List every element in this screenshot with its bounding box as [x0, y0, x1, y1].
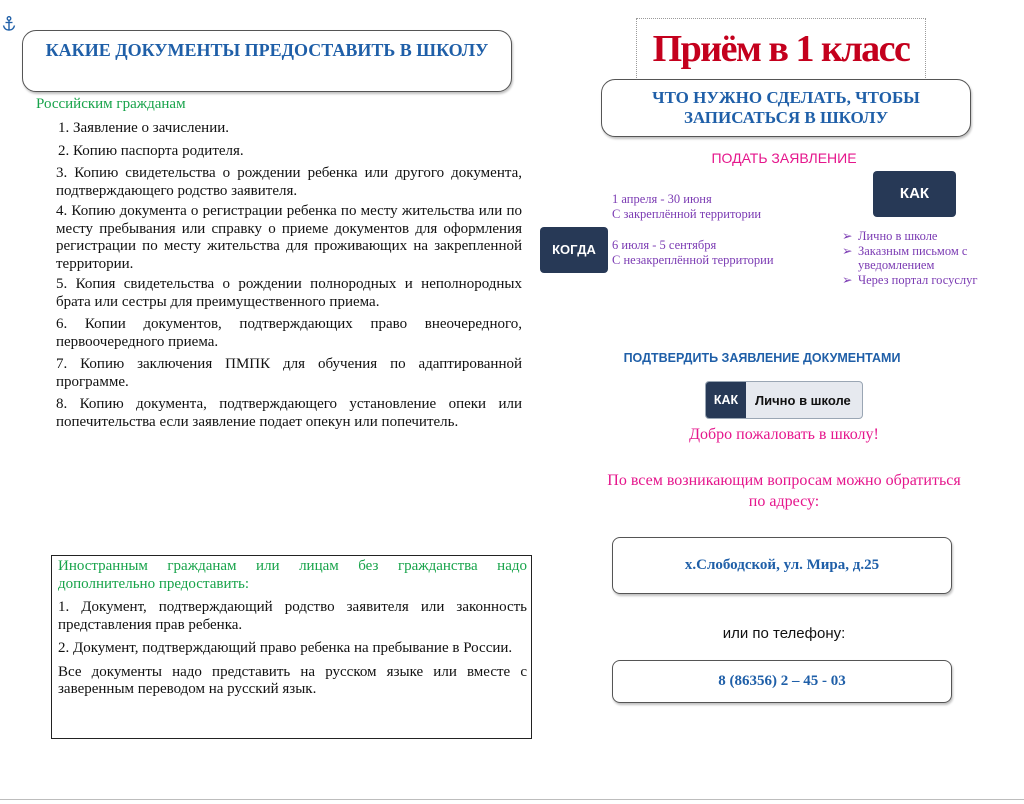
list-item: 8. Копию документа, подтверждающего установление опеки или попечительства если заявление подает опекун или попечитель.: [56, 396, 522, 430]
period-fixed: [612, 192, 852, 222]
list-item: 6. Копии документов, подтверждающих право внеочередного, первоочередного приема.: [56, 316, 522, 350]
list-item: 2. Документ, подтверждающий право ребенка на пребывание в России.: [58, 640, 513, 656]
period-other: [612, 238, 852, 268]
page-divider: [0, 799, 1024, 800]
list-item: 7. Копию заключения ПМПК для обучения по адаптированной программе.: [56, 356, 522, 390]
list-item: 5. Копия свидетельства о рождении полнородных и неполнородных брата или сестры для преимущественного приема.: [56, 276, 522, 310]
russian-citizens-subheading: Российским гражданам: [36, 96, 186, 112]
how-badge: КАК: [706, 382, 746, 418]
submit-application-title: ПОДАТЬ ЗАЯВЛЕНИЕ: [711, 150, 857, 166]
foreign-citizens-title: Иностранным гражданам или лицам без гражданства надо дополнительно предоставить:: [58, 558, 527, 592]
list-item: [842, 273, 1022, 288]
how-badge: КАК: [873, 171, 956, 217]
period-desc: С закреплённой территории: [612, 207, 762, 221]
phone-box: 8 (86356) 2 – 45 - 03: [612, 660, 952, 703]
welcome-text: Добро пожаловать в школу!: [689, 426, 879, 443]
confirm-method-badge: [705, 381, 863, 419]
method-label: Через портал госуслуг: [858, 272, 978, 287]
submission-methods: [842, 229, 1022, 287]
when-badge: КОГДА: [540, 227, 608, 273]
foreign-citizens-box: [51, 555, 532, 739]
questions-text: По всем возникающим вопросам можно обратиться по адресу:: [607, 472, 961, 510]
list-item: Все документы надо представить на русском языке или вместе с заверенным переводом на русский язык.: [58, 663, 527, 697]
documents-heading: КАКИЕ ДОКУМЕНТЫ ПРЕДОСТАВИТЬ В ШКОЛУ: [22, 30, 512, 92]
period-dates: 6 июля - 5 сентября: [612, 238, 717, 252]
arrow-bullet-icon: ➢: [842, 243, 853, 258]
period-desc: С незакреплённой территории: [612, 253, 774, 267]
list-item: 2. Копию паспорта родителя.: [58, 142, 244, 159]
list-item: [842, 229, 1022, 244]
anchor-icon: [2, 16, 16, 32]
arrow-bullet-icon: ➢: [842, 272, 853, 287]
method-label: Лично в школе: [858, 229, 938, 243]
period-dates: 1 апреля - 30 июня: [612, 192, 712, 206]
list-item: 3. Копию свидетельства о рождении ребенка или другого документа, подтверждающего родство заявителя.: [56, 165, 522, 199]
documents-list: [56, 120, 522, 434]
list-item: 1. Документ, подтверждающий родство заявителя или законность представления прав ребенка.: [58, 599, 527, 633]
arrow-bullet-icon: ➢: [842, 229, 853, 243]
address-box: х.Слободской, ул. Мира, д.25: [612, 537, 952, 594]
confirm-method-value: Лично в школе: [755, 392, 851, 408]
confirm-application-title: ПОДТВЕРДИТЬ ЗАЯВЛЕНИЕ ДОКУМЕНТАМИ: [623, 351, 901, 365]
list-item: 1. Заявление о зачислении.: [58, 120, 229, 136]
phone-label: или по телефону:: [722, 625, 846, 642]
list-item: [842, 244, 1022, 273]
list-item: 4. Копию документа о регистрации ребенка по месту жительства или по месту пребывания или справку о приеме документов для оформления регистрации по месту жительства для проживающих на закрепленной территории.: [56, 203, 522, 272]
page-title: Приём в 1 класс: [636, 18, 926, 80]
submission-periods: [612, 192, 852, 284]
method-label: Заказным письмом с уведомлением: [858, 243, 968, 272]
steps-heading: ЧТО НУЖНО СДЕЛАТЬ, ЧТОБЫ ЗАПИСАТЬСЯ В ШКОЛУ: [601, 79, 971, 137]
